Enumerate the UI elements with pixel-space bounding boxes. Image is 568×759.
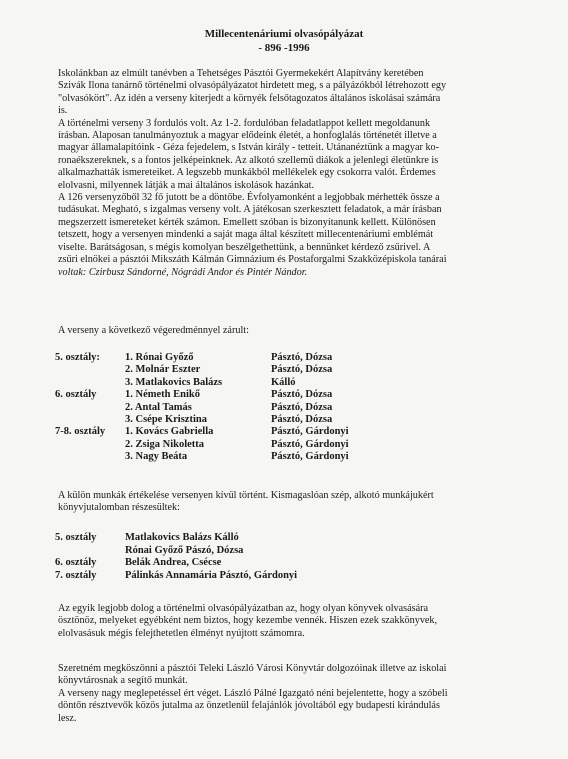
school-name: Pásztó, Dózsa	[271, 352, 333, 363]
school-name: Kálló	[271, 376, 296, 388]
text-line: Iskolánkban az elmúlt tanévben a Tehetséges Pásztói Gyermekekért Alapítvány keretében	[58, 68, 424, 79]
school-name: Pásztó, Dózsa	[271, 413, 333, 425]
text-line: ösztönöz, melyeket egyébként nem biztos, hogy kezembe vennék. Hiszen ezek szakkönyvek,	[58, 615, 438, 627]
contestant-name: 2. Antal Tamás	[125, 401, 192, 413]
text-line: könyvtárosnak a segítő munkát.	[58, 675, 188, 687]
text-line: alkalmazhatták ismereteiket. A legszebb munkákból mellékelek egy csokorra valót. Érdemes	[58, 167, 436, 179]
contestant-name: 2. Molnár Eszter	[125, 364, 201, 376]
award-names: Belák Andrea, Csécse	[125, 557, 222, 569]
text-line: tudásukat. Megható, s izgalmas verseny volt. A játékosan szerkesztett feladatok, a már írásban	[58, 204, 442, 216]
grade-label: 6. osztály	[55, 389, 97, 401]
award-names: Matlakovics Balázs Kálló	[125, 532, 239, 543]
grade-label: 6. osztály	[55, 557, 97, 569]
grade-label: 5. osztály	[55, 532, 97, 543]
text-line: Az egyik legjobb dolog a történelmi olvasópályázatban az, hogy olyan könyvek olvasására	[58, 603, 429, 614]
document-subtitle: - 896 -1996	[258, 42, 310, 54]
text-line: A történelmi verseny 3 fordulós volt. Az 1-2. fordulóban feladatlappot kellett megoldanunk	[58, 117, 431, 129]
contestant-name: 1. Rónai Győző	[125, 352, 194, 363]
text-line: A külön munkák értékelése versenyen kívül történt. Kismagaslóan szép, alkotó munkájukért	[58, 490, 434, 501]
grade-label: 5. osztály:	[55, 352, 100, 363]
text-line: lesz.	[58, 712, 77, 724]
contestant-name: 1. Németh Enikő	[125, 389, 200, 401]
text-line: könyvjutalomban részesültek:	[58, 502, 180, 514]
text-line: elolvasni, milyennek látják a mai általános iskolások hazánkat.	[58, 179, 315, 191]
school-name: Pásztó, Dózsa	[271, 389, 333, 401]
grade-label: 7. osztály	[55, 569, 97, 581]
text-line: A verseny nagy meglepetéssel ért véget. László Pálné Igazgató néni bejelentette, hogy a szóbeli	[58, 687, 448, 699]
document-title: Millecentenáriumi olvasópályázat	[204, 28, 364, 40]
text-line: ronaékszereknek, s a fontos jelképeinknek. Az alkotó szellemű diákok a jelenlegi életünkre is	[58, 154, 439, 166]
results-intro	[58, 325, 528, 337]
contestant-name: 3. Csépe Krisztina	[125, 413, 207, 425]
paragraph-reading	[58, 603, 528, 640]
paragraph-closing	[58, 663, 528, 725]
text-line: elolvasásuk mégis felejthetetlen élményt nyújtott számomra.	[58, 627, 305, 639]
text-line: döntőn résztvevők közös jutalma az önzetlenül felajánlók jóvoltából egy budapesti kirándulás	[58, 700, 440, 712]
award-names: Pálinkás Annamária Pásztó, Gárdonyi	[125, 569, 298, 581]
text-line: zsűri elnökei a pásztói Mikszáth Kálmán Gimnázium és Postaforgalmi Szakközépiskola tanárai	[58, 254, 447, 266]
text-line: tetszett, hogy a versenyen mindenki a saját maga által készített millecentenáriumi emblémát	[58, 229, 434, 241]
grade-label: 7-8. osztály	[55, 426, 106, 438]
contestant-name: 2. Zsiga Nikoletta	[125, 438, 205, 450]
school-name: Pásztó, Dózsa	[271, 401, 333, 413]
contestant-name: 3. Nagy Beáta	[125, 451, 188, 463]
text-line: Szeretném megköszönni a pásztói Teleki László Városi Könyvtár dolgozóinak illetve az iskolai	[58, 663, 447, 674]
text-line: viselte. Barátságosan, s mégis komolyan beszélgethettünk, a bennünket kérdező zsűrivel. A	[58, 241, 431, 253]
text-line: írásban. Alaposan tanulmányoztuk a magyar elődeink életét, a honfoglalás történetét illetve a	[58, 130, 437, 142]
text-line: magyar államalapítóink - Géza fejedelem, s István király - tetteit. Utánanéztünk a magyar ko-	[58, 142, 440, 154]
contestant-name: 1. Kovács Gabriella	[125, 426, 214, 438]
awards-intro	[58, 490, 528, 515]
text-line: Szivák Ilona tanárnő történelmi olvasópályázatot hirdetett meg, s a pályázókból létrehozott egy	[58, 80, 447, 92]
school-name: Pásztó, Gárdonyi	[271, 438, 349, 450]
intro-paragraph	[58, 68, 528, 279]
award-names: Rónai Győző Pászó, Dózsa	[125, 544, 244, 556]
text-line: voltak: Czirbusz Sándorné, Nógrádi Andor és Pintér Nándor.	[58, 266, 308, 278]
text-line: megszerzett ismereteket kérték számon. Emellett szóban is bizonyítanunk kellett. Különösen	[58, 216, 436, 228]
text-line: "olvasókört". Az idén a verseny kiterjedt a környék felsőtagozatos általános iskolásai számára	[58, 92, 441, 104]
text-line: A 126 versenyzőből 32 fő jutott be a döntőbe. Évfolyamonként a legjobbak mérhették össze a	[58, 192, 440, 204]
contestant-name: 3. Matlakovics Balázs	[125, 376, 223, 388]
school-name: Pásztó, Gárdonyi	[271, 426, 349, 438]
text-line: A verseny a következő végeredménnyel zárult:	[58, 325, 249, 336]
school-name: Pásztó, Gárdonyi	[271, 451, 349, 463]
school-name: Pásztó, Dózsa	[271, 364, 333, 376]
text-line: is.	[58, 105, 68, 117]
